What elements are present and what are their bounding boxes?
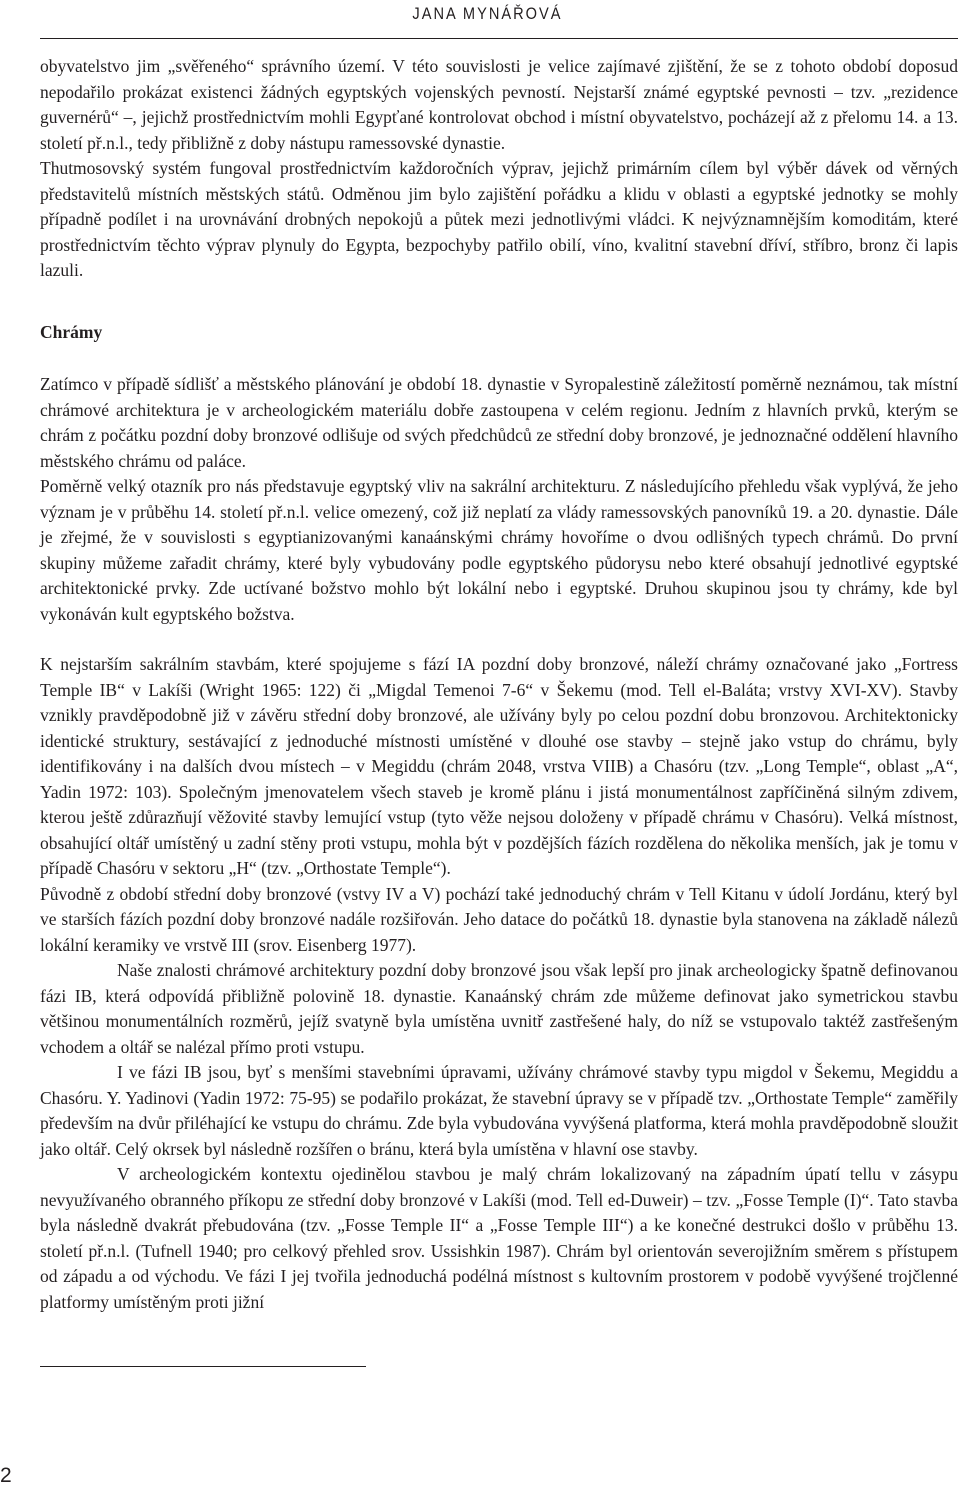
paragraph: Zatímco v případě sídlišť a městského plánování je období 18. dynastie v Syropalestině záležitostí poměrně neznámou, tak místní chrámové architektura je v archeologickém materiálu dobře zastoupena v celém regionu. Jedním z hlavních prvků, kterým se chrám z počátku pozdní doby bronzové odlišuje od svých předchůdců ze střední doby bronzové, je jednoznačné oddělení hlavního městského chrámu od paláce. [40, 374, 958, 471]
page-body [40, 54, 958, 1315]
page-number: 2 [0, 1464, 12, 1487]
header-rule [40, 38, 958, 39]
paragraph: K nejstarším sakrálním stavbám, které spojujeme s fází IA pozdní doby bronzové, náleží chrámy označované jako „Fortress Temple IB“ v Lakíši (Wright 1965: 122) či „Migdal Temenoi 7-6“ v Šekemu (mod. Tell el-Baláta; vrstvy XVI-XV). Stavby vznikly pravděpodobně již v závěru střední doby bronzové, ale užívány byly po celou pozdní dobu bronzovou. Architektonicky identické struktury, sestávající z jednoduché místnosti umístěné v dlouhé ose stavby – stejně jako vstup do chrámu, byly identifikovány i na dalších dvou místech – v Megiddu (chrám 2048, vrstva VIIB) a Chasóru (tzv. „Long Temple“, oblast „A“, Yadin 1972: 103). Společným jmenovatelem všech staveb je kromě plánu i jistá monumentálnost zapříčiněná silným zdivem, kterou ještě zdůrazňují věžovité stavby lemující vstup (tyto věže nejsou doloženy v případě chrámu v Chasóru). Velká místnost, obsahující oltář umístěný u zadní stěny proti vstupu, mohla být v pozdějších fázích rozdělena do několika menších, jak je tomu v případě Chasóru v sektoru „H“ (tzv. „Orthostate Temple“). [40, 654, 958, 878]
paragraph: Poměrně velký otazník pro nás představuje egyptský vliv na sakrální architekturu. Z následujícího přehledu však vyplývá, že jeho význam je v průběhu 14. století př.n.l. velice omezený, což již neplatí za vlády ramessovských panovníků 19. a 20. dynastie. Dále je zřejmé, že v souvislosti s egyptianizovanými kanaánskými chrámy hovoříme o dvou odlišných typech chrámů. Do první skupiny můžeme zařadit chrámy, které byly vybudovány podle egyptského půdorysu nebo které obsahují jednotlivé egyptské architektonické prvky. Zde uctívané božstvo mohlo být lokální nebo i egyptské. Druhou skupinou jsou ty chrámy, kde byl vykonáván kult egyptského božstva. [40, 476, 958, 624]
paragraph: I ve fázi IB jsou, byť s menšími stavebními úpravami, užívány chrámové stavby typu migdol v Šekemu, Megiddu a Chasóru. Y. Yadinovi (Yadin 1972: 75-95) se podařilo prokázat, že stavební úpravy se v případě tzv. „Orthostate Temple“ zaměřily především na dvůr přiléhající ke vstupu do chrámu. Zde byla vybudována vyvýšená platforma, která mohla pravděpodobně sloužit jako oltář. Celý okrsek byl následně rozšířen o bránu, která byla umístěna v hlavní ose stavby. [40, 1062, 958, 1159]
paragraph: Původně z období střední doby bronzové (vstvy IV a V) pochází také jednoduchý chrám v Tell Kitanu v údolí Jordánu, který byl ve starších fázích pozdní doby bronzové nadále rozšiřován. Jeho datace do počátků 18. dynastie byla stanovena na základě nálezů lokální keramiky ve vrstvě III (srov. Eisenberg 1977). [40, 883, 958, 955]
paragraph: V archeologickém kontextu ojedinělou stavbou je malý chrám lokalizovaný na západním úpatí tellu v zásypu nevyužívaného obranného příkopu ze střední doby bronzové v Lakíši (mod. Tell ed-Duweir) – tzv. „Fosse Temple (I)“. Tato stavba byla následně dvakrát přebudována (tzv. „Fosse Temple II“ a „Fosse Temple III“) a ke konečné destrukci došlo v průběhu 13. století př.n.l. (Tufnell 1940; pro celkový přehled srov. Ussishkin 1987). Chrám byl orientován severojižním směrem s přístupem od západu a od východu. Ve fázi I jej tvořila jednoduchá podélná místnost s kultovním prostorem v podobě vyvýšené trojčlenné platformy umístěným proti jižní [40, 1164, 958, 1312]
footnote-rule [40, 1366, 366, 1367]
paragraph: Naše znalosti chrámové architektury pozdní doby bronzové jsou však lepší pro jinak archeologicky špatně definovanou fázi IB, která odpovídá přibližně polovině 18. dynastie. Kanaánský chrám zde můžeme definovat jako symetrickou stavbu většinou monumentálních rozměrů, jejíž svatyně byla umístěna uvnitř zastřešené haly, do níž se vstupovalo taktéž zastřešeným vchodem a oltář se nalézal přímo proti vstupu. [40, 960, 958, 1057]
paragraph: obyvatelstvo jim „svěřeného“ správního území. V této souvislosti je velice zajímavé zjištění, že se z tohoto období doposud nepodařilo prokázat existenci žádných egyptských vojenských pevností. Nejstarší známé egyptské pevnosti – tzv. „rezidence guvernérů“ –, jejichž prostřednictvím mohli Egypťané kontrolovat obchod i místní obyvatelstvo, pocházejí až z přelomu 14. a 13. století př.n.l., tedy přibližně z doby nástupu ramessovské dynastie. [40, 56, 958, 153]
running-head: JANA MYNÁŘOVÁ [411, 4, 562, 23]
section-heading: Chrámy [40, 321, 103, 342]
paragraph: Thutmosovský systém fungoval prostřednictvím každoročních výprav, jejichž primárním cílem byl výběr dávek od věrných představitelů místních městských států. Odměnou jim bylo zajištění pořádku a klidu v oblasti a egyptské jednotky se mohly případně podílet i na urovnávání drobných nepokojů a půtek mezi jednotlivými vládci. K nejvýznamnějším komoditám, které prostřednictvím těchto výprav plynuly do Egypta, bezpochyby patřilo obilí, víno, kvalitní stavební dříví, stříbro, bronz či lapis lazuli. [40, 158, 958, 280]
